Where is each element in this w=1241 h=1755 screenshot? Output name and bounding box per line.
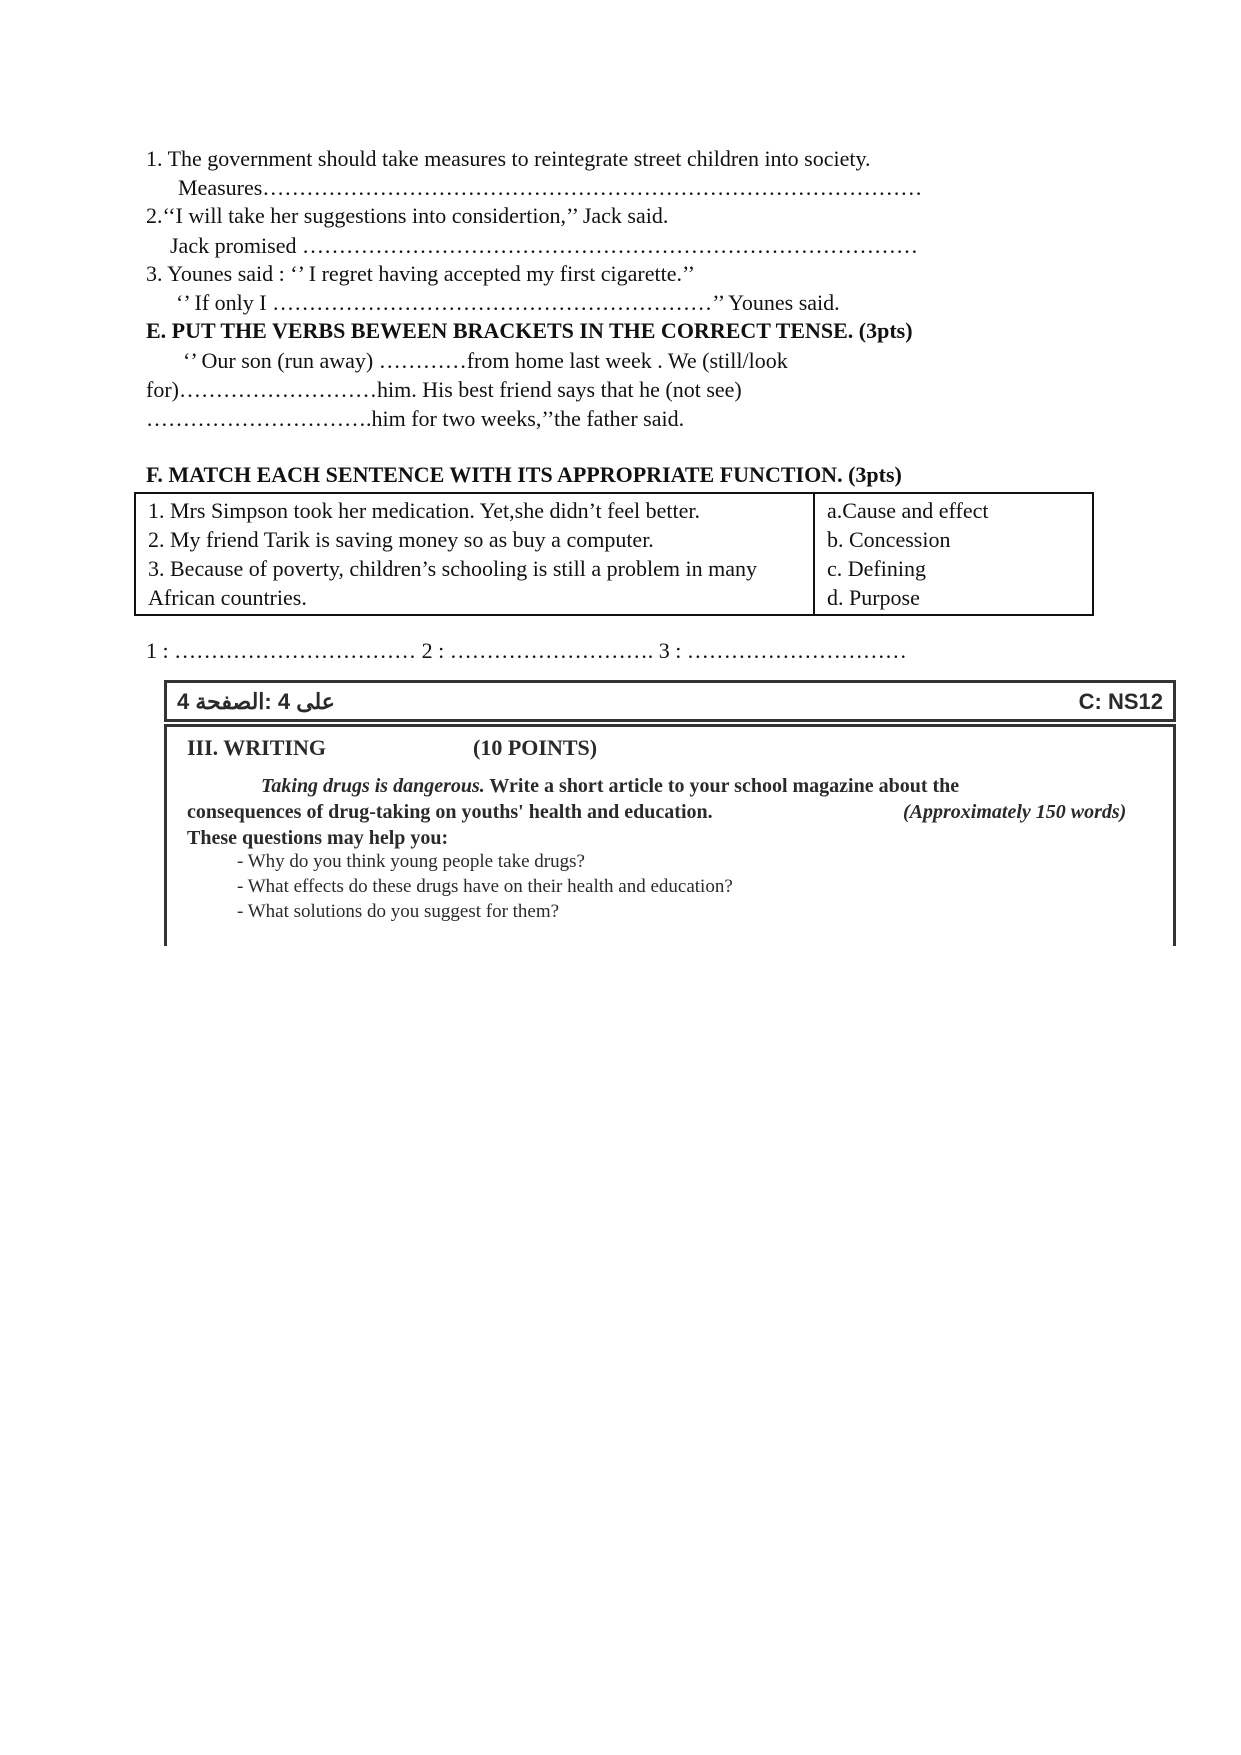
writing-points: (10 POINTS) (473, 735, 598, 760)
section-f-heading: F. MATCH EACH SENTENCE WITH ITS APPROPRIATE FUNCTION. (3pts) (146, 462, 902, 487)
section-e-line2: for)………………………him. His best friend says that he (not see) (146, 377, 742, 402)
sentences-cell (135, 493, 814, 615)
transform-q2-answer: Jack promised ………………………………………………………………………… (170, 233, 918, 258)
sentence-2: 2. My friend Tarik is saving money so as buy a computer. (148, 527, 654, 552)
functions-cell (814, 493, 1093, 615)
matching-table (134, 492, 1094, 616)
function-b: b. Concession (827, 527, 951, 552)
section-e-line3: ………………………….him for two weeks,’’the father said. (146, 406, 685, 431)
transform-q1: 1. The government should take measures to reintegrate street children into society. (146, 146, 871, 171)
matching-answers: 1 : …………………………… 2 : ………………………. 3 : ………………………… (146, 638, 907, 663)
writing-box (164, 724, 1176, 946)
writing-title: III. WRITING (187, 735, 326, 760)
sentence-3: 3. Because of poverty, children’s schooling is still a problem in many African countries. (148, 556, 757, 610)
function-d: d. Purpose (827, 585, 920, 610)
page-number-label: 4 على 4 :الصفحة (177, 689, 335, 714)
prompt-emphasis: Taking drugs is dangerous. (261, 775, 485, 797)
writing-prompt-line2: consequences of drug-taking on youths' health and education. (187, 801, 713, 823)
transform-q3: 3. Younes said : ‘’ I regret having accepted my first cigarette.’’ (146, 261, 695, 286)
scan-page-header (164, 680, 1176, 722)
section-e-heading: E. PUT THE VERBS BEWEEN BRACKETS IN THE CORRECT TENSE. (3pts) (146, 318, 913, 343)
function-c: c. Defining (827, 556, 926, 581)
transform-q2: 2.‘‘I will take her suggestions into considertion,’’ Jack said. (146, 203, 669, 228)
prompt-rest: Write a short article to your school magazine about the (484, 775, 960, 797)
exam-code: C: NS12 (1078, 689, 1163, 714)
scanned-writing-section (160, 676, 1178, 946)
sentence-1: 1. Mrs Simpson took her medication. Yet,she didn’t feel better. (148, 498, 700, 523)
section-e-line1: ‘’ Our son (run away) …………from home last week . We (still/look (183, 348, 788, 373)
help-question-3: - What solutions do you suggest for them? (237, 901, 560, 922)
transform-q3-answer: ‘’ If only I ……………………………………………………’’ Younes said. (176, 290, 840, 315)
word-count: (Approximately 150 words) (903, 801, 1127, 823)
function-a: a.Cause and effect (827, 498, 989, 523)
help-question-1: - Why do you think young people take drugs? (237, 851, 585, 872)
help-question-2: - What effects do these drugs have on their health and education? (237, 876, 733, 897)
transform-q1-answer: Measures……………………………………………………………………………… (178, 175, 923, 200)
table-row (135, 493, 1093, 615)
writing-prompt (261, 775, 959, 798)
help-heading: These questions may help you: (187, 827, 449, 849)
